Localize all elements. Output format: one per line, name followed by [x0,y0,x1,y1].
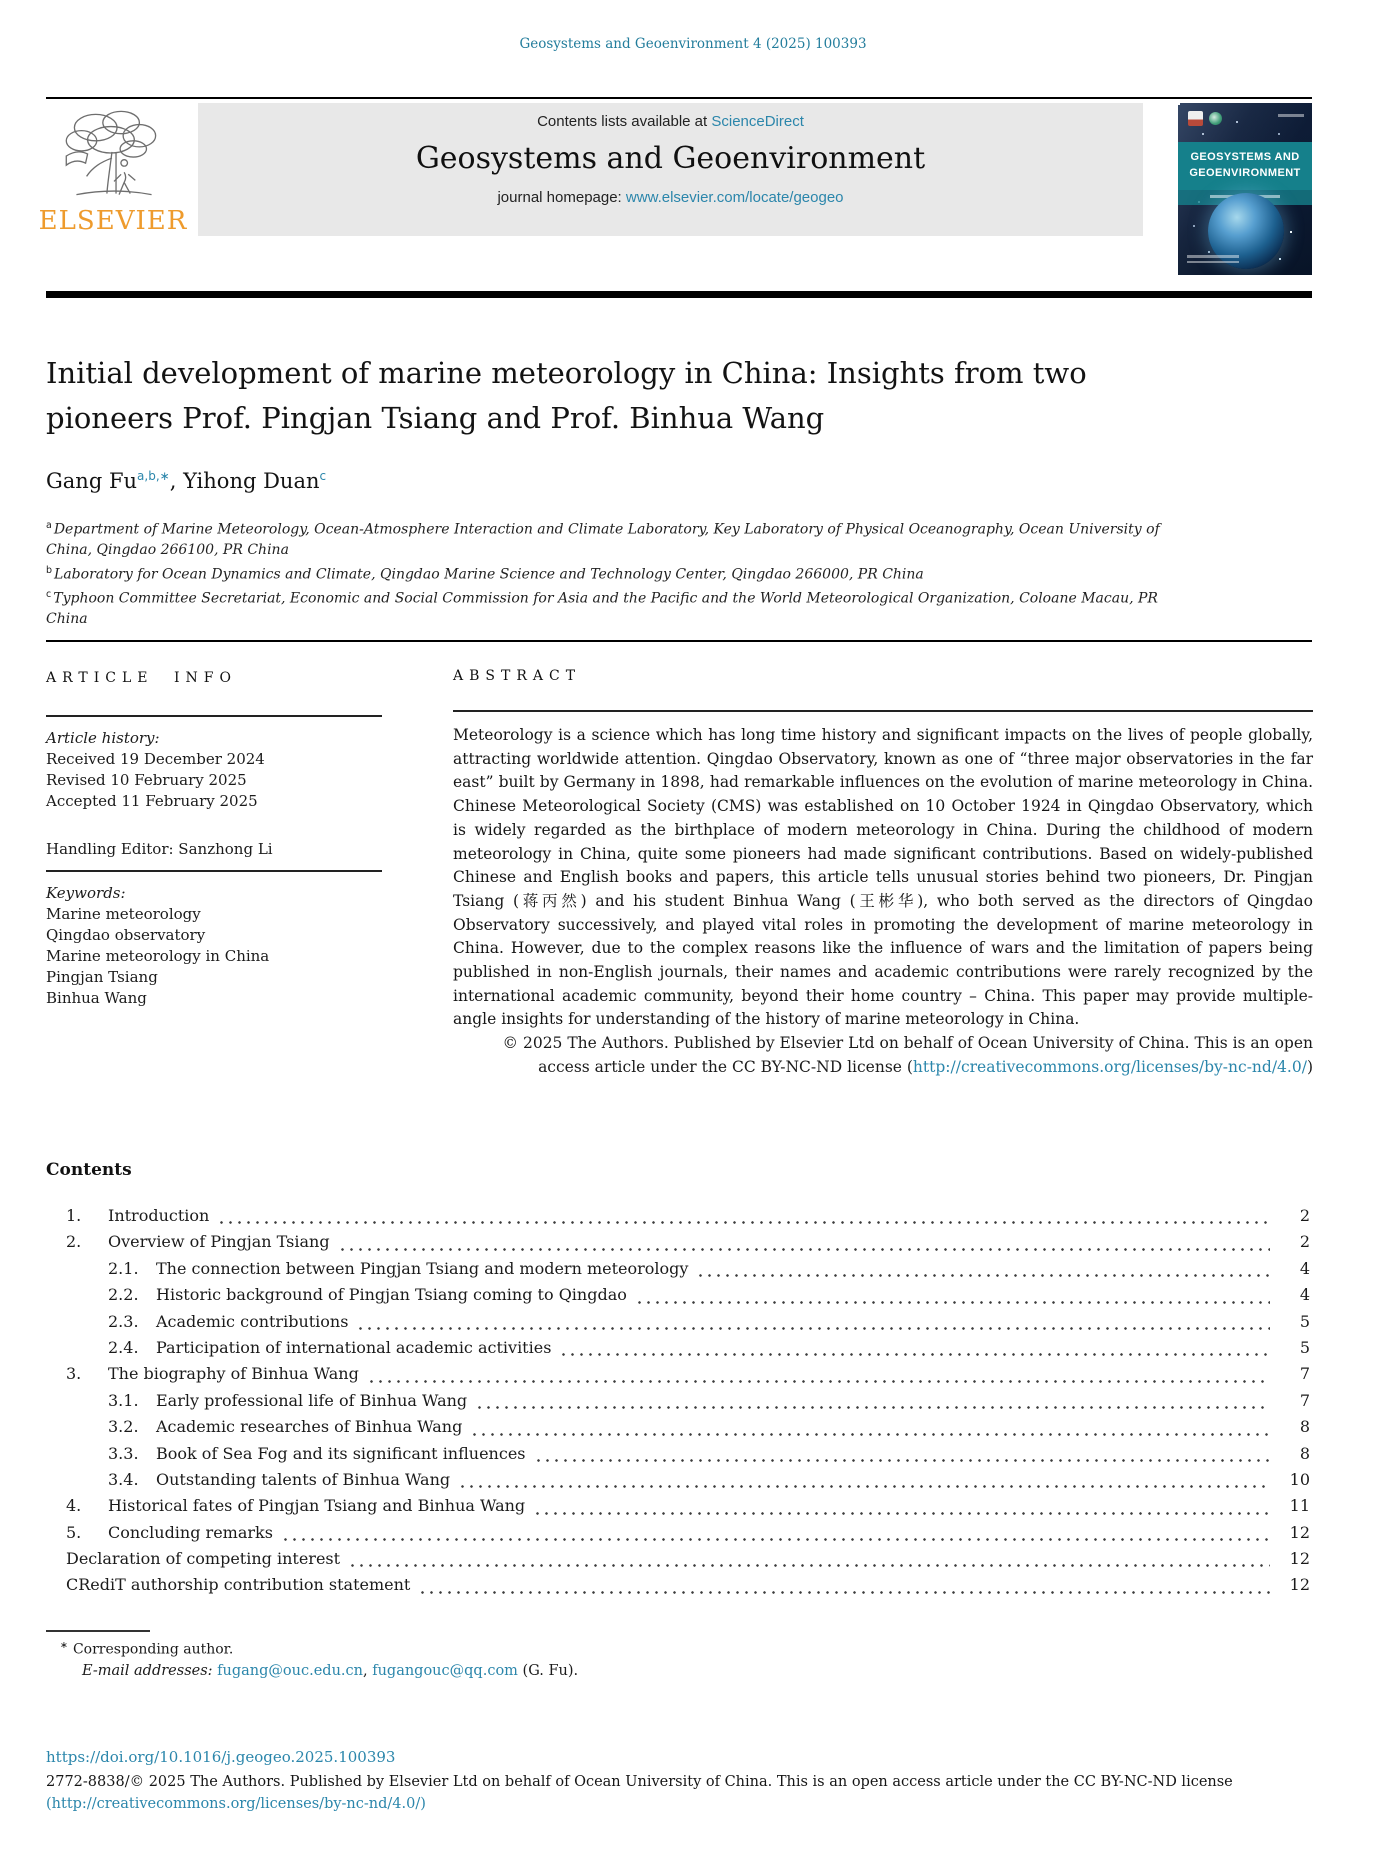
toc-entry[interactable]: 3.2. Academic researches of Binhua Wang 8 [46,1417,1310,1443]
toc-dot-leader [533,1506,1270,1518]
toc-entry[interactable]: 2.2. Historic background of Pingjan Tsiang coming to Qingdao 4 [46,1285,1310,1311]
cover-publisher-logo [1188,111,1203,126]
contents-availability-line: Contents lists available at ScienceDirect [537,113,804,130]
toc-dot-leader [696,1268,1270,1280]
issn-copyright-line: 2772-8838/© 2025 The Authors. Published by Elsevier Ltd on behalf of Ocean University of China. This is an open access article under the CC BY-NC-ND license [46,1774,1233,1790]
header-top-divider [46,97,1312,99]
keywords-label: Keywords: [46,883,126,902]
toc-dot-leader [356,1321,1270,1333]
copyright-notice: © 2025 The Authors. Published by Elsevier Ltd on behalf of Ocean University of China. This is an open access article under the CC BY-NC-ND license (http://creativecommons.org/licenses/by-nc-nd/4.0/) [502,1034,1313,1076]
elsevier-tree-logo [48,103,180,205]
toc-entry[interactable]: 1. Introduction 2 [46,1206,1310,1232]
toc-dot-leader [418,1585,1270,1597]
keyword: Qingdao observatory [46,925,206,944]
article-info-heading: ARTICLE INFO [46,670,237,686]
cover-issn-text [1278,114,1304,117]
toc-entry[interactable]: 5. Concluding remarks 12 [46,1523,1310,1549]
title-separator-bar [46,291,1312,298]
toc-dot-leader [470,1427,1270,1439]
abstract-heading: ABSTRACT [453,668,582,684]
article-title: Initial development of marine meteorology in China: Insights from two pioneers Prof. Pingjan Tsiang and Prof. Binhua Wang [46,356,1087,435]
homepage-line: journal homepage: www.elsevier.com/locate/geogeo [497,189,844,206]
toc-dot-leader [338,1242,1270,1254]
footnote-divider [46,1630,150,1632]
toc-dot-leader [458,1479,1270,1491]
affiliation-line: $^a$ Department of Marine Meteorology, Ocean-Atmosphere Interaction and Climate Laboratory, Key Laboratory of Physical Oceanography, Ocean University of China, Qingdao 266100, PR China [46,520,1160,559]
toc-entry[interactable]: 3. The biography of Binhua Wang 7 [46,1364,1310,1390]
toc-entry[interactable]: 2.4. Participation of international academic activities 5 [46,1338,1310,1364]
email-link[interactable]: fugangouc@qq.com [372,1663,518,1679]
toc-dot-leader [217,1215,1270,1227]
keyword: Marine meteorology [46,904,201,923]
keyword: Pingjan Tsiang [46,967,158,986]
cover-title: GEOSYSTEMS AND GEOENVIRONMENT [1178,142,1312,190]
toc-entry[interactable]: 3.1. Early professional life of Binhua Wang 7 [46,1391,1310,1417]
toc-entry[interactable]: 3.4. Outstanding talents of Binhua Wang 10 [46,1470,1310,1496]
divider [453,710,1313,712]
toc-dot-leader [559,1347,1270,1359]
elsevier-wordmark: ELSEVIER [38,206,188,236]
cover-starfield [1178,103,1180,105]
toc-dot-leader [281,1532,1270,1544]
author-name: Gang Fu [46,469,138,493]
sciencedirect-link[interactable]: ScienceDirect [711,113,804,130]
authors-line: Gang $Fu^{a,b,∗}$, Yihong Duan$^c$ [46,469,327,493]
toc-entry[interactable]: 2.3. Academic contributions 5 [46,1312,1310,1338]
page-header-citation: Geosystems and Geoenvironment 4 (2025) 100393 [519,36,867,52]
toc-dot-leader [348,1558,1270,1570]
affiliations-block [46,516,1191,629]
author-affiliation-sup[interactable]: c [319,469,327,483]
toc-dot-leader [367,1374,1270,1386]
email-addresses-line: E-mail addresses: fugang@ouc.edu.cn, fugangouc@qq.com (G. Fu). [82,1663,579,1679]
divider [46,715,382,717]
journal-banner [198,103,1143,236]
author-affiliation-sup[interactable]: a,b,∗ [137,469,170,483]
info-section-top-divider [46,640,1312,642]
received-date: Received 19 December 2024 [46,750,265,768]
table-of-contents [46,1206,1310,1602]
keyword: Binhua Wang [46,988,147,1007]
journal-homepage-link[interactable]: www.elsevier.com/locate/geogeo [625,189,844,206]
cover-footer-logos [1187,252,1239,263]
cover-society-logo [1209,112,1222,125]
affiliation-line: $^b$ Laboratory for Ocean Dynamics and Climate, Qingdao Marine Science and Technology Center, Qingdao 266000, PR China [46,564,924,583]
toc-dot-leader [635,1295,1270,1307]
journal-title: Geosystems and Geoenvironment [415,141,926,176]
revised-date: Revised 10 February 2025 [46,771,247,789]
toc-dot-leader [534,1453,1271,1465]
toc-dot-leader [475,1400,1270,1412]
handling-editor: Handling Editor: Sanzhong Li [46,840,273,858]
author-name: Yihong Duan [183,469,320,493]
abstract-text: Meteorology is a science which has long time history and significant impacts on the lives of people globally, attracting worldwide attention. Qingdao Observatory, known as one of “three major observatories in the far east” built by Germany in 1898, had remarkable influences on the evolution of marine meteorology in China. Chinese Meteorological Society (CMS) was established on 10 October 1924 in Qingdao Observatory, which is widely regarded as the birthplace of modern meteorology in China. During the childhood of modern meteorology in China, quite some pioneers had made significant contributions. Based on widely-published Chinese and English books and papers, this article tells unusual stories behind two pioneers, Dr. Pingjan Tsiang (蒋丙然) and his student Binhua Wang (王彬华), who both served as the directors of Qingdao Observatory successively, and played vital roles in promoting the development of marine meteorology in China. However, due to the complex reasons like the influence of wars and the limitation of papers being published in non-English journals, their names and academic contributions were rarely recognized by the international academic community, beyond their home country – China. This paper may provide multiple-angle insights for understanding of the history of marine meteorology in China. [453,726,1313,1029]
article-history-label: Article history: [46,729,160,747]
cc-license-link[interactable]: (http://creativecommons.org/licenses/by-nc-nd/4.0/) [46,1796,426,1812]
affiliation-line: $^c$ Typhoon Committee Secretariat, Economic and Social Commission for Asia and the Pacific and the World Meteorological Organization, Coloane Macau, PR China [46,588,1158,627]
toc-entry[interactable]: CRediT authorship contribution statement 12 [46,1575,1310,1601]
toc-entry[interactable]: Declaration of competing interest 12 [46,1549,1310,1575]
toc-entry[interactable]: 3.3. Book of Sea Fog and its significant influences 8 [46,1444,1310,1470]
article-info-column [46,668,382,1009]
license-url-line [46,1796,426,1812]
cc-license-link[interactable]: http://creativecommons.org/licenses/by-nc-nd/4.0/ [912,1057,1307,1076]
abstract-column [453,668,1313,1080]
keyword: Marine meteorology in China [46,946,270,965]
email-link[interactable]: fugang@ouc.edu.cn [217,1663,363,1679]
doi-link: https://doi.org/10.1016/j.geogeo.2025.100393 [46,1748,396,1766]
toc-entry[interactable]: 4. Historical fates of Pingjan Tsiang and Binhua Wang 11 [46,1496,1310,1522]
toc-entry[interactable]: 2.1. The connection between Pingjan Tsiang and modern meteorology 4 [46,1259,1310,1285]
accepted-date: Accepted 11 February 2025 [46,792,258,810]
contents-heading: Contents [46,1160,132,1180]
corresponding-author-note: ∗ Corresponding author. [60,1640,234,1658]
divider [46,870,382,872]
journal-cover-thumbnail[interactable] [1178,103,1312,275]
toc-entry[interactable]: 2. Overview of Pingjan Tsiang 2 [46,1232,1310,1258]
